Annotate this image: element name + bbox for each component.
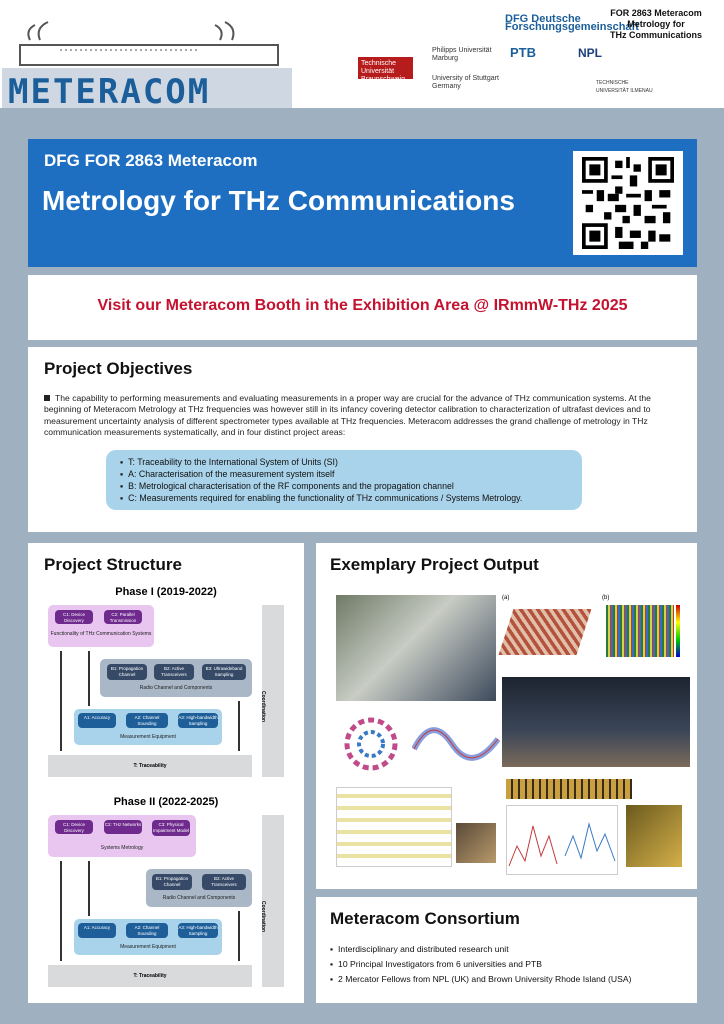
arrow-icon	[88, 861, 90, 916]
phase1-b-label: Radio Channel and Components	[139, 685, 213, 691]
bullet-icon	[44, 395, 50, 401]
objectives-paragraph	[44, 393, 684, 439]
phase1-coordination	[262, 605, 284, 777]
block-diagram	[336, 787, 452, 867]
visit-booth-box	[28, 275, 697, 340]
consortium-item: ▪ Interdisciplinary and distributed research unit	[330, 942, 631, 957]
chip-micrograph	[626, 805, 682, 867]
plots-icon	[507, 806, 619, 876]
area-item: ▪ A: Characterisation of the measurement system itself	[120, 468, 568, 480]
phase2-a1-chip: A1: Accuracy	[78, 923, 116, 938]
ptb-logo: PTB	[510, 45, 536, 60]
fig-label-a: (a)	[502, 595, 510, 601]
measurement-plots	[506, 805, 618, 875]
tu-ilmenau-logo: TECHNISCHE UNIVERSITÄT ILMENAU	[596, 80, 653, 94]
anechoic-chamber-photo	[502, 677, 690, 767]
arrow-icon	[60, 651, 62, 751]
area-item: ▪ B: Metrological characterisation of the RF components and the propagation channel	[120, 480, 568, 492]
phase1-a-label: Measurement Equipment	[120, 734, 176, 740]
colorbar	[676, 605, 680, 657]
phase1-b2-chip: B2: Active Transceivers	[154, 664, 194, 680]
structure-heading: Project Structure	[44, 555, 182, 574]
waveform-plot	[412, 709, 500, 779]
surface-plot-a	[502, 595, 592, 661]
header	[0, 0, 724, 112]
coordination-label: Coordination	[260, 901, 266, 933]
tu-braunschweig-logo: Technische Universität Braunschweig	[358, 57, 413, 79]
constellation-plot	[336, 709, 406, 779]
phase1-title: Phase I (2019-2022)	[115, 586, 217, 598]
corner-note-line: THz Communications	[609, 30, 702, 40]
chip-strip	[506, 779, 632, 799]
fig-label-b: (b)	[602, 595, 610, 601]
qr-code-icon	[579, 157, 677, 249]
phase1-a1-chip: A1: Accuracy	[78, 713, 116, 728]
phase1-traceability: T: Traceability	[48, 755, 252, 777]
stuttgart-logo: University of Stuttgart Germany	[432, 75, 499, 90]
consortium-item: ▪ 2 Mercator Fellows from NPL (UK) and Brown University Rhode Island (USA)	[330, 972, 631, 987]
partner-logos	[350, 5, 653, 100]
phase1-b1-chip: B1: Propagation Channel	[107, 664, 147, 680]
surface-render	[499, 609, 592, 655]
qr-code[interactable]	[573, 151, 683, 255]
lab-setup-photo	[336, 595, 496, 701]
consortium-list	[330, 942, 631, 987]
project-output	[316, 543, 697, 889]
phase1-c-label: Functionality of THz Communication Systems	[50, 631, 152, 637]
title-banner	[28, 139, 697, 267]
output-heading: Exemplary Project Output	[330, 555, 539, 574]
phase2-b1-chip: B1: Propagation Channel	[152, 874, 192, 890]
phase1-a2-chip: A2: Channel Sounding	[126, 713, 168, 728]
visit-booth-text: Visit our Meteracom Booth in the Exhibition Area @ IRmmW-THz 2025	[97, 297, 628, 314]
corner-note	[596, 8, 716, 41]
consortium-item: ▪ 10 Principal Investigators from 6 universities and PTB	[330, 957, 631, 972]
arrow-icon	[238, 911, 240, 961]
coordination-label: Coordination	[260, 691, 266, 723]
npl-logo: NPL	[578, 46, 602, 60]
corner-note-line: FOR 2863 Meteracom	[610, 8, 702, 18]
heatmap-render	[606, 605, 674, 657]
philipps-marburg-logo: Philipps Universität Marburg	[432, 47, 492, 62]
arrow-icon	[238, 701, 240, 751]
consortium-heading: Meteracom Consortium	[330, 909, 520, 928]
phase2-a-label: Measurement Equipment	[120, 944, 176, 950]
constellation-icon	[336, 709, 406, 779]
dfg-logo: DFG Deutsche Forschungsgemeinschaft	[505, 13, 639, 33]
heatmap-b	[602, 595, 686, 661]
phase2-c2-chip: C2: THz Networks	[104, 820, 142, 834]
arrow-icon	[88, 651, 90, 706]
area-item: ▪ C: Measurements required for enabling the functionality of THz communications / Systems Metrology.	[120, 492, 568, 504]
phase2-b-label: Radio Channel and Components	[162, 895, 236, 901]
phase1-b3-chip: B3: Ultrawideband Sampling	[202, 664, 246, 680]
project-areas	[106, 450, 582, 510]
phase2-coordination	[262, 815, 284, 987]
phase2-a3-chip: A3: High-bandwidth Sampling	[178, 925, 218, 936]
phase2-c-label: Systems Metrology	[100, 845, 144, 851]
project-objectives	[28, 347, 697, 532]
arrow-icon	[60, 861, 62, 961]
banner-title: Metrology for THz Communications	[42, 185, 515, 216]
phase2-title: Phase II (2022-2025)	[113, 796, 219, 808]
phase2-b2-chip: B2: Active Transceivers	[202, 874, 246, 890]
phase1-c2-chip: C2: Parallel Transmission	[104, 610, 142, 624]
hardware-photo	[456, 823, 496, 863]
banner-subtitle: DFG FOR 2863 Meteracom	[44, 151, 258, 170]
objectives-heading: Project Objectives	[44, 359, 193, 378]
objectives-text: The capability to performing measurements and evaluating measurements in a proper way are crucial for the advance of THz communication systems. At the beginning of Meteracom Metrology at THz frequencies was however still in its infancy covering detector calibration to characterization of ultrafast devices and to measurement uncertainty analysis of different spectrometer types available at THz frequencies. Meteracom addresses the grand challenge of metrology in THz communication measurements systematically, and in four distinct project areas:	[44, 393, 651, 438]
consortium	[316, 897, 697, 1003]
corner-note-line: Metrology for	[627, 19, 685, 29]
area-item: ▪ T: Traceability to the International System of Units (SI)	[120, 456, 568, 468]
phase1-a3-chip: A3: High-bandwidth Sampling	[178, 715, 218, 726]
phase1-c1-chip: C1: Device Discovery	[55, 610, 93, 624]
phase2-traceability: T: Traceability	[48, 965, 252, 987]
meteracom-logo	[0, 20, 295, 112]
phase2-a2-chip: A2: Channel Sounding	[126, 923, 168, 938]
waveform-icon	[412, 709, 500, 779]
project-structure	[28, 543, 304, 1003]
logo-text: METERACOM	[8, 72, 211, 112]
phase2-c1-chip: C1: Device Discovery	[55, 820, 93, 834]
phase2-c3-chip: C3: Physical Impairment Model	[152, 820, 190, 836]
